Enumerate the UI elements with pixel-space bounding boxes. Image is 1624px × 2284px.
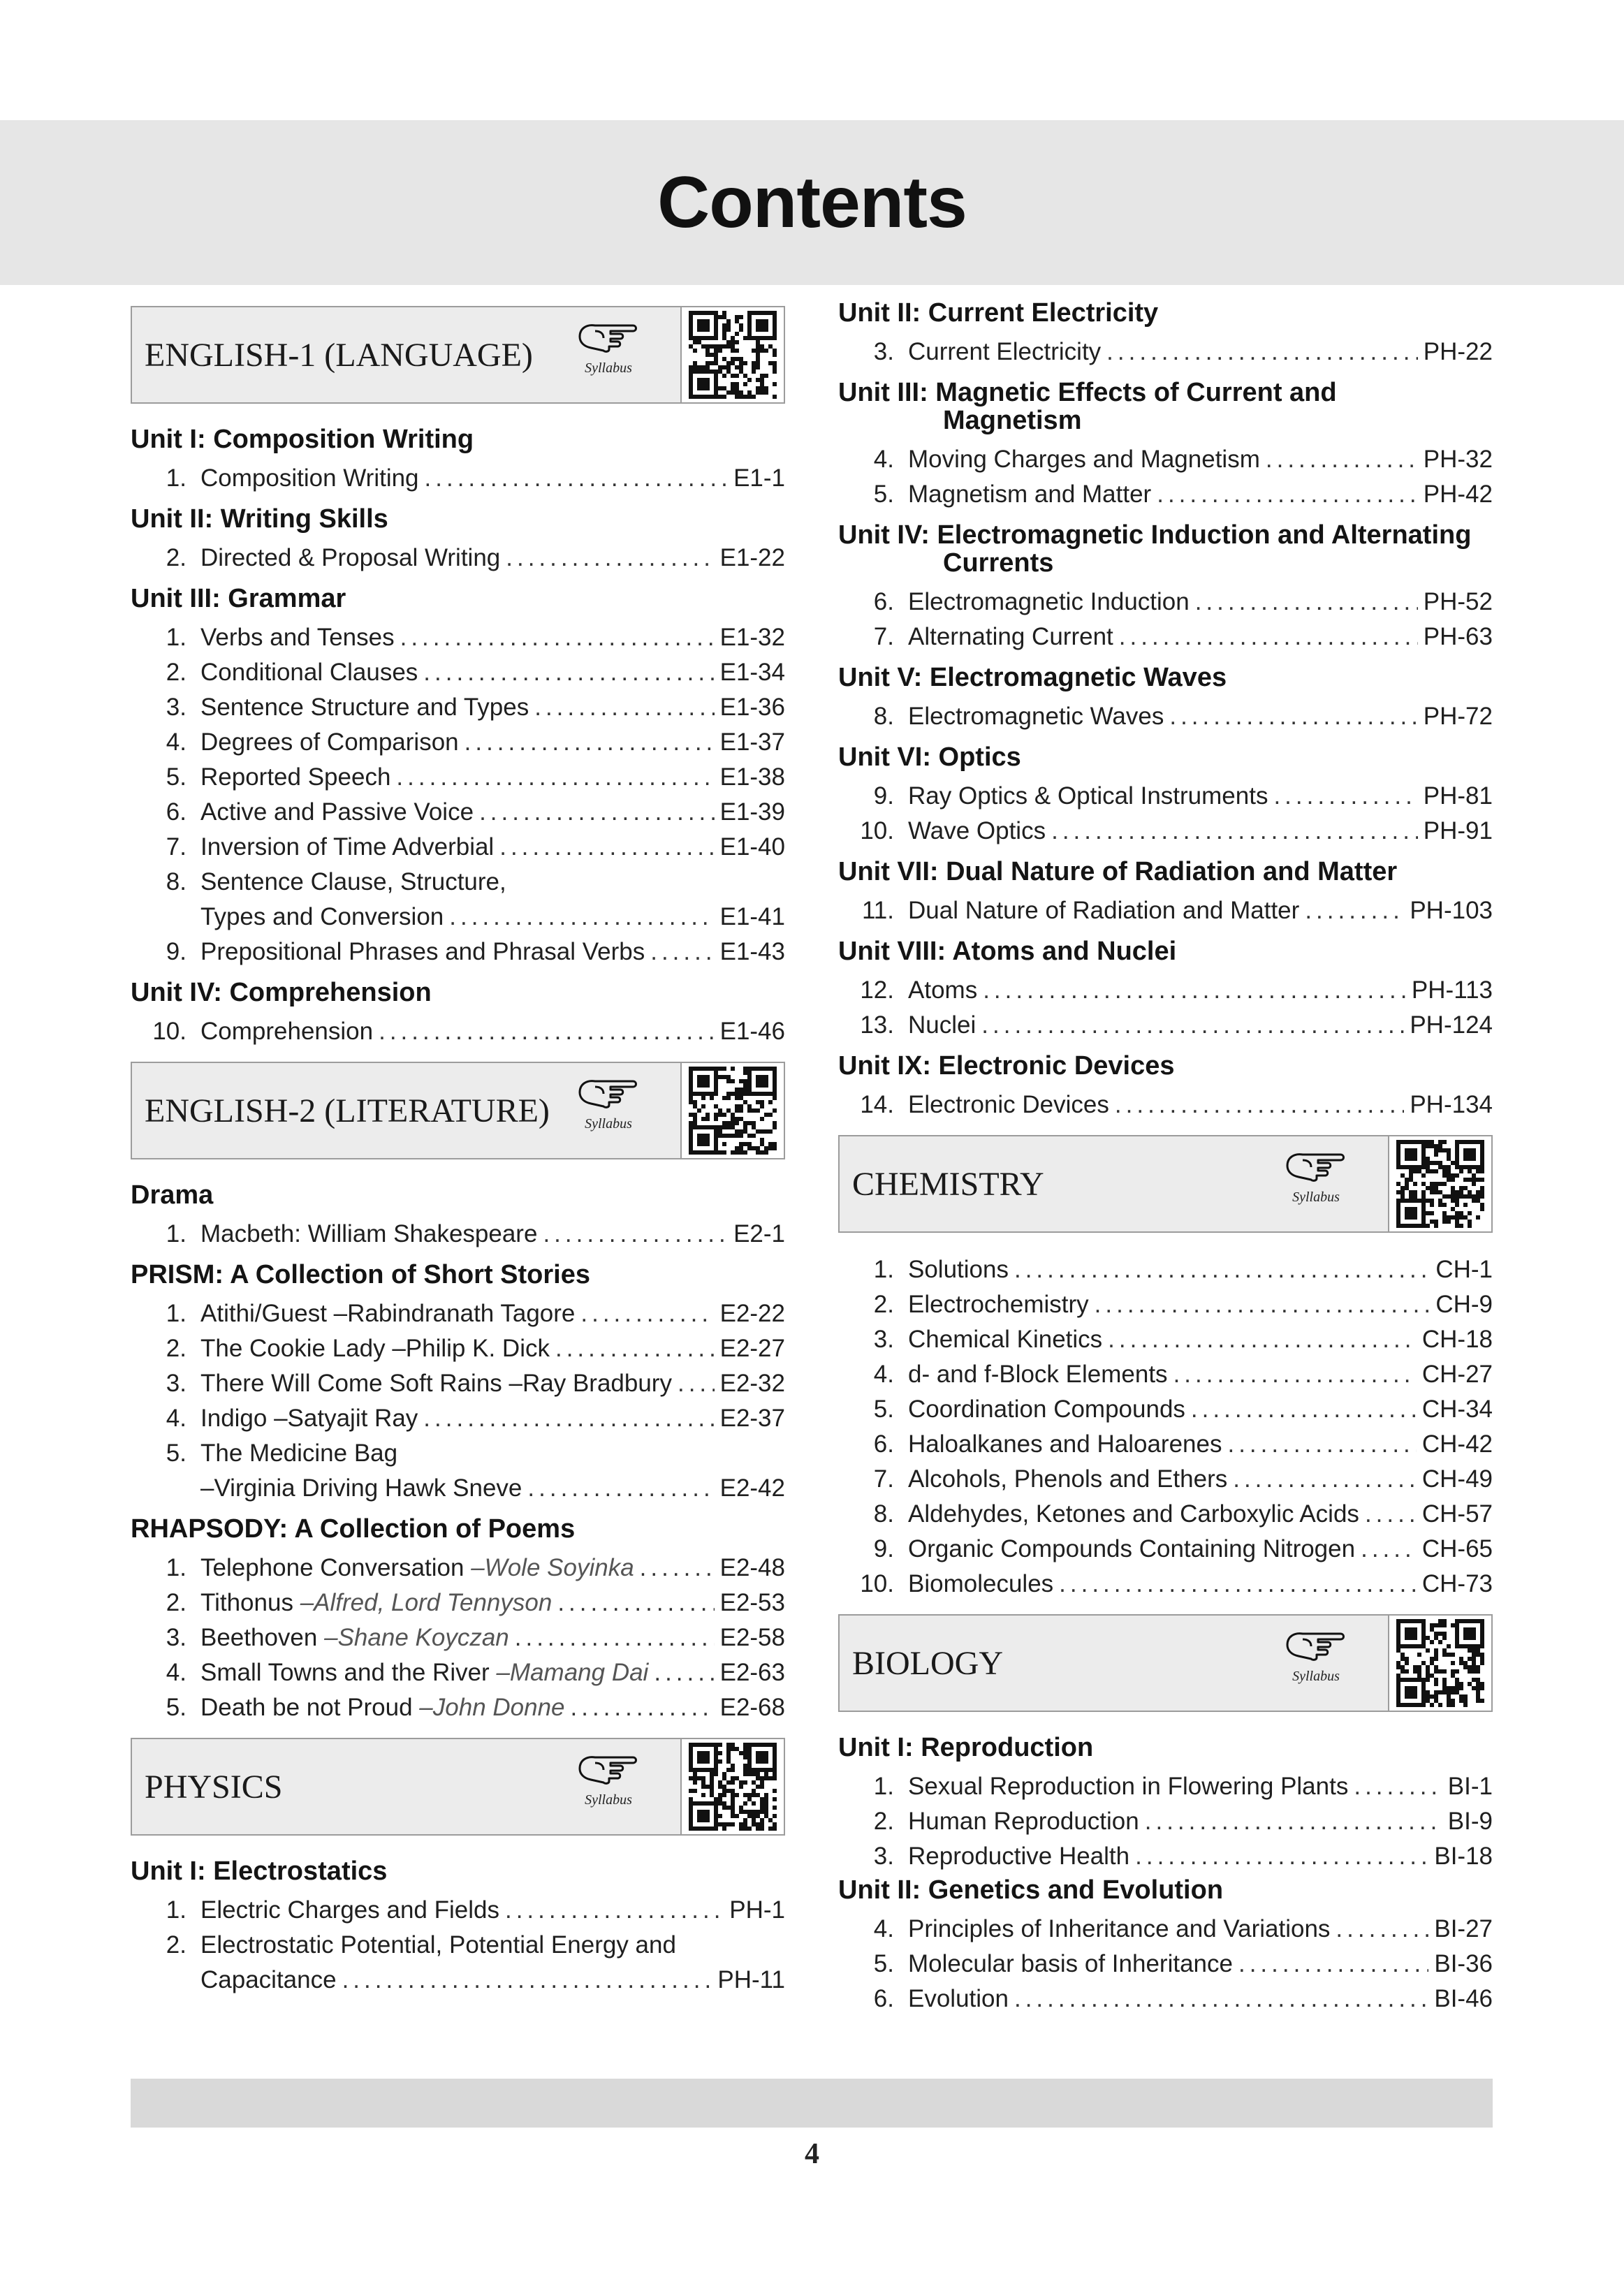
toc-entry[interactable]: 1. Sexual Reproduction in Flowering Plants ..... BI-1	[838, 1769, 1493, 1804]
section-title: ENGLISH-1 (LANGUAGE)	[145, 336, 533, 374]
toc-entry[interactable]: 2. Conditional Clauses ..... E1-34	[131, 655, 785, 690]
toc-entry[interactable]: 4. Degrees of Comparison ..... E1-37	[131, 725, 785, 760]
section-header-biology	[838, 1614, 1493, 1712]
toc-entry[interactable]: 1. Solutions ..... CH-1	[838, 1252, 1493, 1287]
toc-entry[interactable]: –Virginia Driving Hawk Sneve ..... E2-42	[131, 1471, 785, 1506]
toc-entry[interactable]: 9. Ray Optics & Optical Instruments ..... PH-81	[838, 779, 1493, 814]
toc-entry[interactable]: 5. Magnetism and Matter ..... PH-42	[838, 477, 1493, 512]
toc-entry[interactable]: 10. Biomolecules ..... CH-73	[838, 1567, 1493, 1602]
unit-heading: RHAPSODY: A Collection of Poems	[131, 1514, 576, 1544]
toc-entry[interactable]: 5. Reported Speech ..... E1-38	[131, 760, 785, 795]
toc-entry[interactable]: 1. Telephone Conversation –Wole Soyinka ..... E2-48	[131, 1551, 785, 1586]
toc-entry[interactable]: 2. Electrostatic Potential, Potential Energy and	[166, 1931, 676, 1959]
toc-entry[interactable]: 9. Prepositional Phrases and Phrasal Verbs ..... E1-43	[131, 935, 785, 969]
toc-entry[interactable]: Types and Conversion ..... E1-41	[131, 900, 785, 935]
toc-entry[interactable]: 4. Indigo –Satyajit Ray ..... E2-37	[131, 1401, 785, 1436]
qr-code-icon[interactable]	[680, 1739, 784, 1834]
section-header-physics	[131, 1738, 785, 1836]
syllabus-label: Syllabus	[585, 360, 632, 376]
pointing-hand-icon	[1285, 1627, 1347, 1663]
syllabus-label: Syllabus	[585, 1792, 632, 1808]
toc-entry[interactable]: 5. Coordination Compounds ..... CH-34	[838, 1392, 1493, 1427]
toc-entry[interactable]: 3. Sentence Structure and Types ..... E1-36	[131, 690, 785, 725]
toc-entry[interactable]: 8. Aldehydes, Ketones and Carboxylic Acids ..... CH-57	[838, 1497, 1493, 1532]
unit-heading: Unit IX: Electronic Devices	[838, 1051, 1175, 1081]
toc-entry[interactable]: 5. Death be not Proud –John Donne ..... E2-68	[131, 1690, 785, 1725]
section-header-english-2	[131, 1062, 785, 1159]
toc-entry[interactable]: 1. Macbeth: William Shakespeare ..... E2-1	[131, 1217, 785, 1252]
toc-entry[interactable]: 1. Electric Charges and Fields ..... PH-1	[131, 1893, 785, 1928]
toc-entry[interactable]: 7. Inversion of Time Adverbial ..... E1-40	[131, 830, 785, 865]
toc-entry[interactable]: 2. Directed & Proposal Writing ..... E1-22	[131, 541, 785, 576]
toc-entry[interactable]: 6. Electromagnetic Induction ..... PH-52	[838, 585, 1493, 620]
toc-entry[interactable]: 12. Atoms ..... PH-113	[838, 973, 1493, 1008]
toc-entry[interactable]: 9. Organic Compounds Containing Nitrogen ..... CH-65	[838, 1532, 1493, 1567]
toc-entry[interactable]: 3. Reproductive Health ..... BI-18	[838, 1839, 1493, 1874]
toc-entry[interactable]: Capacitance ..... PH-11	[131, 1963, 785, 1998]
toc-entry[interactable]: 8. Sentence Clause, Structure,	[166, 868, 506, 895]
toc-entry[interactable]: 11. Dual Nature of Radiation and Matter ..... PH-103	[838, 893, 1493, 928]
syllabus-link[interactable]	[570, 1074, 647, 1151]
unit-heading: Unit IV: Comprehension	[131, 978, 432, 1007]
qr-code-icon[interactable]	[1388, 1616, 1491, 1711]
toc-entry[interactable]: 2. Electrochemistry ..... CH-9	[838, 1287, 1493, 1322]
toc-entry[interactable]: 4. Moving Charges and Magnetism ..... PH-32	[838, 442, 1493, 477]
section-header-chemistry	[838, 1135, 1493, 1233]
toc-entry[interactable]: 14. Electronic Devices ..... PH-134	[838, 1088, 1493, 1122]
toc-entry[interactable]: 3. Chemical Kinetics ..... CH-18	[838, 1322, 1493, 1357]
toc-entry[interactable]: 6. Active and Passive Voice ..... E1-39	[131, 795, 785, 830]
unit-heading: Unit V: Electromagnetic Waves	[838, 663, 1227, 692]
toc-entry[interactable]: 8. Electromagnetic Waves ..... PH-72	[838, 699, 1493, 734]
toc-entry[interactable]: 4. Small Towns and the River –Mamang Dai ..... E2-63	[131, 1655, 785, 1690]
page-number: 4	[805, 2138, 819, 2170]
toc-entry[interactable]: 10. Wave Optics ..... PH-91	[838, 814, 1493, 849]
pointing-hand-icon	[577, 1750, 640, 1787]
unit-heading: Unit VI: Optics	[838, 742, 1021, 772]
toc-entry[interactable]: 3. There Will Come Soft Rains –Ray Bradbury ..... E2-32	[131, 1366, 785, 1401]
unit-heading: Unit III: Grammar	[131, 584, 346, 613]
qr-code-icon[interactable]	[680, 1063, 784, 1158]
toc-entry[interactable]: 5. The Medicine Bag	[166, 1440, 398, 1467]
syllabus-label: Syllabus	[1292, 1189, 1340, 1205]
toc-entry[interactable]: 2. Human Reproduction ..... BI-9	[838, 1804, 1493, 1839]
toc-entry[interactable]: 2. The Cookie Lady –Philip K. Dick ..... E2-27	[131, 1331, 785, 1366]
unit-heading: Unit VIII: Atoms and Nuclei	[838, 937, 1177, 966]
left-column	[131, 300, 785, 1998]
toc-entry[interactable]: 4. Principles of Inheritance and Variations ..... BI-27	[838, 1912, 1493, 1947]
toc-entry[interactable]: 7. Alternating Current ..... PH-63	[838, 620, 1493, 654]
toc-entry[interactable]: 13. Nuclei ..... PH-124	[838, 1008, 1493, 1043]
syllabus-link[interactable]	[570, 1750, 647, 1827]
unit-heading: Unit II: Writing Skills	[131, 504, 388, 534]
toc-entry[interactable]: 1. Atithi/Guest –Rabindranath Tagore ..... E2-22	[131, 1296, 785, 1331]
unit-heading: Unit IV: Electromagnetic Induction and Alternating	[838, 520, 1472, 550]
unit-heading: Drama	[131, 1180, 214, 1210]
toc-entry[interactable]: 2. Tithonus –Alfred, Lord Tennyson ..... E2-53	[131, 1586, 785, 1620]
qr-code-icon[interactable]	[1388, 1136, 1491, 1231]
toc-entry[interactable]: 3. Beethoven –Shane Koyczan ..... E2-58	[131, 1620, 785, 1655]
pointing-hand-icon	[1285, 1148, 1347, 1184]
syllabus-link[interactable]	[1278, 1627, 1354, 1704]
unit-heading: Unit I: Reproduction	[838, 1733, 1094, 1762]
unit-heading: Unit II: Current Electricity	[838, 298, 1159, 328]
toc-entry[interactable]: 1. Composition Writing ..... E1-1	[131, 461, 785, 496]
footer-band	[131, 2079, 1493, 2128]
section-title: PHYSICS	[145, 1768, 283, 1806]
unit-heading-continued: Magnetism	[943, 406, 1082, 435]
syllabus-label: Syllabus	[1292, 1669, 1340, 1684]
qr-code-icon[interactable]	[680, 307, 784, 402]
unit-heading: Unit I: Composition Writing	[131, 425, 474, 454]
toc-entry[interactable]: 3. Current Electricity ..... PH-22	[838, 335, 1493, 369]
toc-entry[interactable]: 4. d- and f-Block Elements ..... CH-27	[838, 1357, 1493, 1392]
pointing-hand-icon	[577, 1074, 640, 1111]
syllabus-link[interactable]	[570, 319, 647, 395]
toc-entry[interactable]: 10. Comprehension ..... E1-46	[131, 1014, 785, 1049]
syllabus-label: Syllabus	[585, 1116, 632, 1132]
right-column	[838, 297, 1493, 2016]
section-title: ENGLISH-2 (LITERATURE)	[145, 1092, 550, 1129]
unit-heading: Unit VII: Dual Nature of Radiation and Matter	[838, 857, 1398, 886]
unit-heading: Unit III: Magnetic Effects of Current and	[838, 378, 1337, 407]
unit-heading: PRISM: A Collection of Short Stories	[131, 1260, 590, 1289]
pointing-hand-icon	[577, 319, 640, 355]
unit-heading-continued: Currents	[943, 548, 1054, 578]
toc-entry[interactable]: 1. Verbs and Tenses ..... E1-32	[131, 620, 785, 655]
toc-entry[interactable]: 6. Evolution ..... BI-46	[838, 1982, 1493, 2016]
toc-entry[interactable]: 6. Haloalkanes and Haloarenes ..... CH-42	[838, 1427, 1493, 1462]
syllabus-link[interactable]	[1278, 1148, 1354, 1224]
page-title: Contents	[657, 161, 967, 243]
toc-entry[interactable]: 5. Molecular basis of Inheritance ..... BI-36	[838, 1947, 1493, 1982]
unit-heading: Unit II: Genetics and Evolution	[838, 1875, 1224, 1905]
toc-entry[interactable]: 7. Alcohols, Phenols and Ethers ..... CH-49	[838, 1462, 1493, 1497]
unit-heading: Unit I: Electrostatics	[131, 1857, 388, 1886]
section-header-english-1	[131, 306, 785, 404]
section-title: BIOLOGY	[852, 1644, 1003, 1682]
section-title: CHEMISTRY	[852, 1165, 1044, 1203]
